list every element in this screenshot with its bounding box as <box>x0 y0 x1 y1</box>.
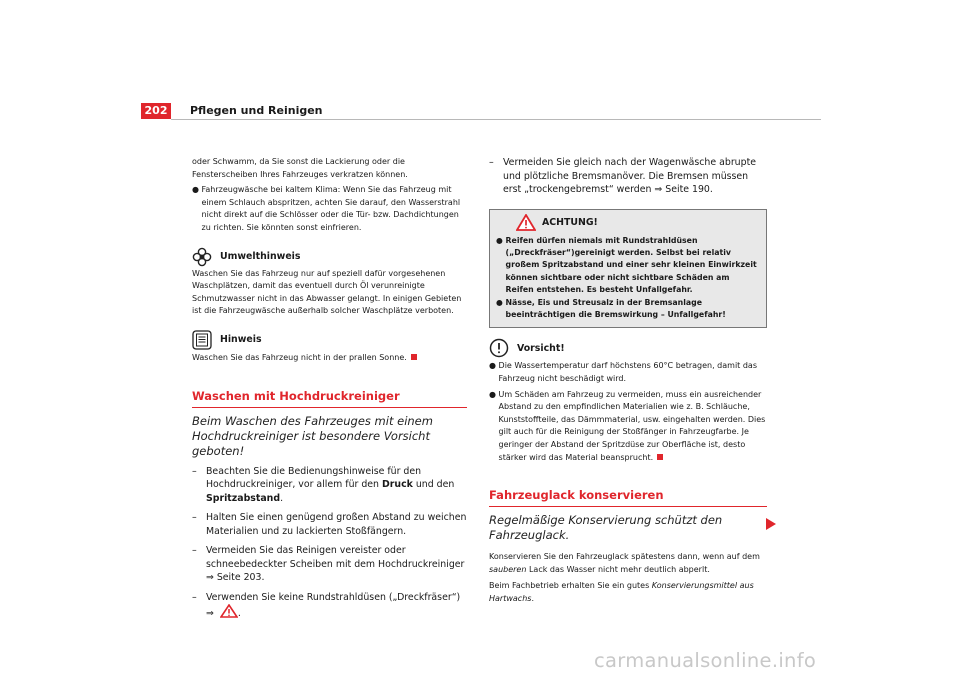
page-number: 202 <box>141 103 171 119</box>
paragraph-intro: oder Schwamm, da Sie sonst die Lackierung oder die Fensterscheiben Ihres Fahrzeuges verkratzen können. <box>192 157 408 179</box>
hint-heading <box>192 330 467 350</box>
paragraph-text-end: Lack das Wasser nicht mehr deutlich abperlt. <box>526 564 710 574</box>
env-note-heading <box>192 247 467 267</box>
step-text-mid: und den <box>412 479 455 491</box>
bullet-cold-climate <box>192 184 467 234</box>
section-paint-care <box>489 488 767 543</box>
caution-title: Vorsicht! <box>517 342 565 354</box>
warning-triangle-icon <box>220 604 238 618</box>
hint-text-line <box>192 352 467 365</box>
end-marker-icon <box>411 354 417 360</box>
paragraph-text-end: . <box>531 593 534 603</box>
step-text: Halten Sie einen genügend großen Abstand zu weichen Materialien und zu lackierten Stoßfängern. <box>206 512 467 537</box>
step-text-end: . <box>280 492 284 504</box>
section-title: Fahrzeuglack konservieren <box>489 488 664 503</box>
paragraph-conserve <box>489 551 767 576</box>
list-item <box>192 544 467 585</box>
caution-text: Um Schäden am Fahrzeug zu vermeiden, muss ein ausreichender Abstand zu den empfindlichen Materialien wie z. B. Schläuche, Kunststoffteile, das Dämmmaterial, usw. eingehalten werden. Dies gilt auch für die Reinigung der Stoßfänger in Fahrzeugfarbe. Je geringer der Abstand der Spritzdüse zur Oberfläche ist, desto stärker wird das Material beansprucht. <box>498 389 766 462</box>
step-bold-distance: Spritzabstand <box>206 492 281 504</box>
section-high-pressure <box>192 389 467 459</box>
warning-text: Nässe, Eis und Streusalz in der Bremsanlage beeinträchtigen die Bremswirkung – Unfallgefahr! <box>505 297 726 319</box>
list-item: – Verwenden Sie keine Rundstrahldüsen („Dreckfräser“) ⇒ . <box>192 591 461 620</box>
section-divider <box>192 407 467 408</box>
list-item <box>192 465 467 506</box>
warning-bullet <box>496 235 760 297</box>
hint-title: Hinweis <box>220 334 262 346</box>
warning-text: Reifen dürfen niemals mit Rundstrahldüsen („Dreckfräser“)gereinigt werden. Selbst bei relativ großem Spritzabstand und einer sehr kleinen Einwirkzeit können sichtbare oder nicht sichtbare Schäden am Reifen entstehen. Es besteht Unfallgefahr. <box>505 235 757 295</box>
left-column <box>192 156 467 621</box>
step-bold-pressure: Druck <box>381 479 413 491</box>
caution-bullet <box>489 389 767 465</box>
bullet-dot-icon: ● <box>496 235 506 245</box>
flower-icon <box>192 247 212 267</box>
right-column <box>489 156 767 605</box>
hint-icon <box>192 330 212 350</box>
list-item <box>489 156 767 197</box>
caution-bullet <box>489 360 767 385</box>
paragraph-text: Beim Fachbetrieb erhalten Sie ein gutes <box>489 581 652 591</box>
paragraph-emphasis: Konservierungsmittel aus Hartwachs <box>489 581 754 603</box>
caution-text: Die Wassertemperatur darf höchstens 60°C betragen, damit das Fahrzeug nicht beschädigt wird. <box>498 361 757 383</box>
section-subtitle: Beim Waschen des Fahrzeuges mit einem Hochdruckreiniger ist besondere Vorsicht geboten! <box>192 413 433 458</box>
dash-marker: – <box>192 591 197 603</box>
hint-text: Waschen Sie das Fahrzeug nicht in der prallen Sonne. <box>192 352 407 362</box>
dash-marker: – <box>192 512 197 524</box>
header-divider <box>171 119 821 120</box>
bullet-dot-icon: ● <box>489 389 499 399</box>
caution-icon <box>489 338 509 358</box>
step-text: Vermeiden Sie das Reinigen vereister oder schneebedeckter Scheiben mit dem Hochdruckreiniger ⇒ Seite 203. <box>206 545 465 584</box>
paragraph-workshop <box>489 580 767 605</box>
warning-heading <box>516 214 760 231</box>
env-note-title: Umwelthinweis <box>220 251 301 263</box>
section-divider <box>489 506 767 507</box>
warning-title: ACHTUNG! <box>542 216 598 228</box>
warning-bullet <box>496 297 760 322</box>
step-text: Beachten Sie die Bedienungshinweise für den Hochdruckreiniger, vor allem für den <box>206 465 422 491</box>
dash-marker: – <box>192 545 197 557</box>
list-item <box>192 511 467 538</box>
step-text: Verwenden Sie keine Rundstrahldüsen („Dreckfräser“) ⇒ <box>206 591 461 620</box>
paragraph-text: Konservieren Sie den Fahrzeuglack spätestens dann, wenn auf dem <box>489 552 760 562</box>
caution-heading <box>489 338 767 358</box>
paragraph-emphasis: sauberen <box>489 564 527 574</box>
bullet-dot-icon: ● <box>496 297 506 307</box>
steps-list <box>192 465 467 621</box>
warning-box <box>489 209 767 329</box>
bullet-dot-icon: ● <box>192 185 202 195</box>
env-note-text: Waschen Sie das Fahrzeug nur auf speziell dafür vorgesehenen Waschplätzen, damit das eventuell durch Öl verunreinigte Schmutzwasser nicht in das Abwasser gelangt. In einigen Gebieten ist die Fahrzeugwäsche außerhalb solcher Waschplätze verboten. <box>192 268 462 316</box>
dash-marker: – <box>192 465 197 477</box>
step-text: Vermeiden Sie gleich nach der Wagenwäsche abrupte und plötzliche Bremsmanöver. Die Bremsen müssen erst „trockengebremst“ werden ⇒ Seite 190. <box>503 157 757 195</box>
page-title: Pflegen und Reinigen <box>190 104 323 117</box>
warning-triangle-icon <box>516 214 536 231</box>
dash-marker: – <box>489 157 494 168</box>
section-subtitle: Regelmäßige Konservierung schützt den Fahrzeuglack. <box>489 513 723 543</box>
section-title: Waschen mit Hochdruckreiniger <box>192 388 400 403</box>
bullet-text: Fahrzeugwäsche bei kaltem Klima: Wenn Sie das Fahrzeug mit einem Schlauch abspritzen, achten Sie darauf, den Wasserstrahl nicht direkt auf die Schlösser oder die Tür- bzw. Dachdichtungen zu richten. Sie könnten sonst einfrieren. <box>201 185 461 232</box>
next-page-arrow-icon[interactable] <box>766 518 776 530</box>
watermark: carmanualsonline.info <box>594 649 817 672</box>
end-marker-icon <box>657 454 663 460</box>
bullet-dot-icon: ● <box>489 361 499 371</box>
